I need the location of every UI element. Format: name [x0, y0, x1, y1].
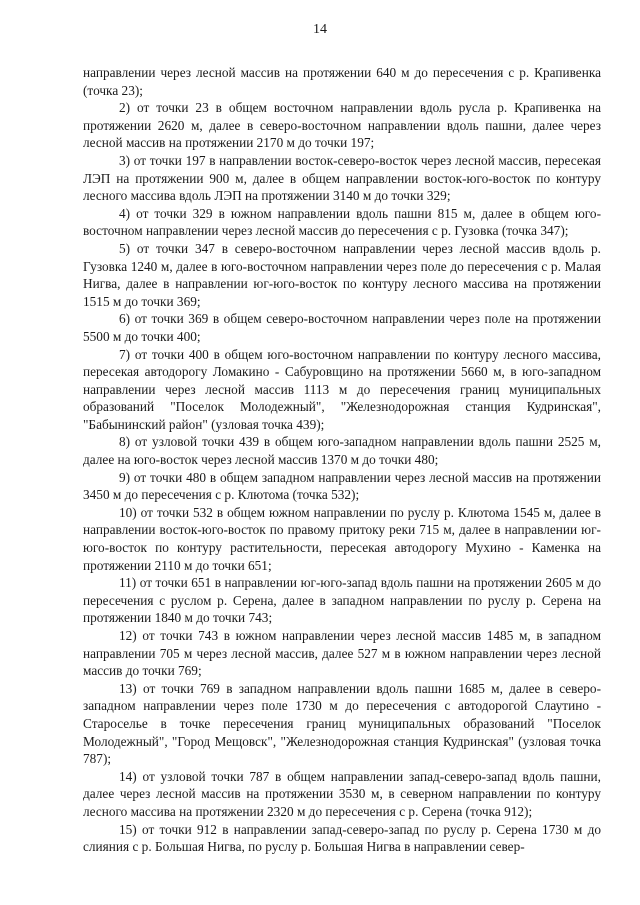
paragraph-item-13: 13) от точки 769 в западном направлении вдоль пашни 1685 м, далее в северо-западном направлении через поле 1730 м до пересечения с автодорогой Слаутино - Староселье в точке пересечения границ муниципальных образований "Поселок Молодежный", "Город Мещовск", "Железнодорожная станция Кудринская" (узловая точка 787);: [83, 680, 601, 767]
paragraph-item-5: 5) от точки 347 в северо-восточном направлении через лесной массив вдоль р. Гузовка 1240 м, далее в юго-восточном направлении через поле до пересечения с р. Малая Нигва, далее в направлении юг-юго-восток по контуру лесного массива на протяжении 1515 м до точки 369;: [83, 240, 601, 309]
paragraph-item-10: 10) от точки 532 в общем южном направлении по руслу р. Клютома 1545 м, далее в направлении восток-юго-восток по правому притоку реки 715 м, далее в направлении юг-юго-восток по контуру растительности, пересекая автодорогу Мухино - Каменка на протяжении 2110 м до точки 651;: [83, 504, 601, 573]
paragraph-continuation: направлении через лесной массив на протяжении 640 м до пересечения с р. Крапивенка (точка 23);: [83, 65, 601, 98]
paragraph-item-7: 7) от точки 400 в общем юго-восточном направлении по контуру лесного массива, пересекая автодорогу Ломакино - Сабуровщино на протяжении 5660 м, в юго-западном направлении через лесной массив 1113 м до пересечения границ муниципальных образований "Поселок Молодежный", "Железнодорожная станция Кудринская", "Бабынинский район" (узловая точка 439);: [83, 346, 601, 432]
paragraph-item-14: 14) от узловой точки 787 в общем направлении запад-северо-запад вдоль пашни, далее через лесной массив на протяжении 3530 м, в северном направлении по контуру лесного массива на протяжении 2320 м до пересечения с р. Серена (точка 912);: [83, 768, 601, 819]
paragraph-item-15: 15) от точки 912 в направлении запад-северо-запад по руслу р. Серена 1730 м до слияния с р. Большая Нигва, по руслу р. Большая Нигва в направлении север-: [83, 821, 601, 855]
paragraph-item-2: 2) от точки 23 в общем восточном направлении вдоль русла р. Крапивенка на протяжении 2620 м, далее в северо-восточном направлении вдоль пашни, далее через лесной массив на протяжении 2170 м до точки 197;: [83, 100, 601, 151]
paragraph-item-8: 8) от узловой точки 439 в общем юго-западном направлении вдоль пашни 2525 м, далее на юго-восток через лесной массив 1370 м до точки 480;: [83, 434, 601, 468]
paragraph-item-4: 4) от точки 329 в южном направлении вдоль пашни 815 м, далее в общем юго-восточном направлении через лесной массив до пересечения с р. Гузовка (точка 347);: [83, 205, 601, 239]
paragraph-item-9: 9) от точки 480 в общем западном направлении через лесной массив на протяжении 3450 м до пересечения с р. Клютома (точка 532);: [83, 469, 601, 503]
paragraph-item-11: 11) от точки 651 в направлении юг-юго-запад вдоль пашни на протяжении 2605 м до пересечения с руслом р. Серена, далее в западном направлении по руслу р. Серена на протяжении 1840 м до точки 743;: [83, 575, 601, 626]
page-number: 14: [313, 22, 327, 37]
body-text: [83, 64, 601, 856]
paragraph-item-6: 6) от точки 369 в общем северо-восточном направлении через поле на протяжении 5500 м до точки 400;: [83, 311, 601, 344]
paragraph-item-3: 3) от точки 197 в направлении восток-северо-восток через лесной массив, пересекая ЛЭП на протяжении 900 м, далее в общем направлении восток-юго-восток по контуру лесного массива вдоль ЛЭП на протяжении 3140 м до точки 329;: [83, 152, 601, 204]
paragraph-item-12: 12) от точки 743 в южном направлении через лесной массив 1485 м, в западном направлении 705 м через лесной массив, далее 527 м в южном направлении через лесной массив до точки 769;: [83, 628, 601, 679]
